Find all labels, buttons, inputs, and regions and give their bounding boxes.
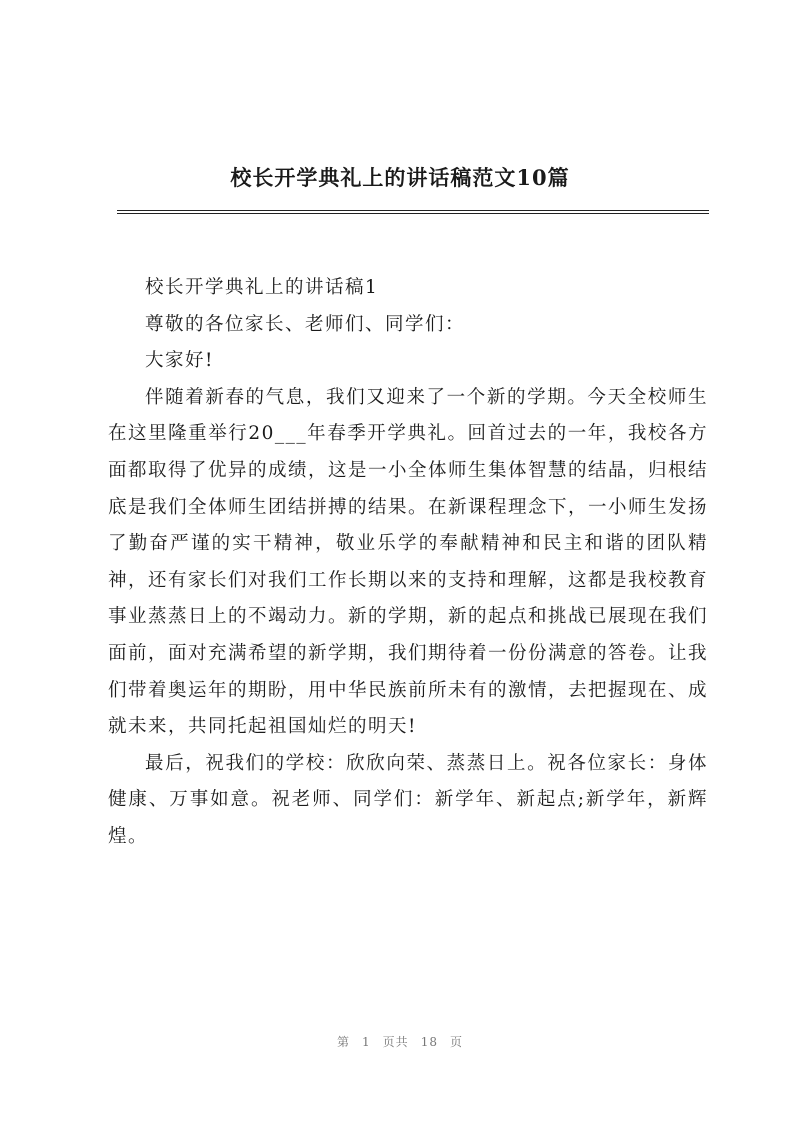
page-label-mid: 页共 (382, 1035, 409, 1049)
document-body (108, 270, 708, 856)
body-paragraph: 伴随着新春的气息，我们又迎来了一个新的学期。今天全校师生在这里隆重举行20___年春季开学典礼。回首过去的一年，我校各方面都取得了优异的成绩，这是一小全体师生集体智慧的结晶，归根结底是我们全体师生团结拼搏的结果。在新课程理念下，一小师生发扬了勤奋严谨的实干精神，敬业乐学的奉献精神和民主和谐的团队精神，还有家长们对我们工作长期以来的支持和理解，这都是我校教育事业蒸蒸日上的不竭动力。新的学期，新的起点和挑战已展现在我们面前，面对充满希望的新学期，我们期待着一份份满意的答卷。让我们带着奥运年的期盼，用中华民族前所未有的激情，去把握现在、成就未来，共同托起祖国灿烂的明天! (108, 386, 709, 738)
page-number-total: 18 (420, 1035, 438, 1049)
title-divider-thin (117, 213, 709, 214)
page-label-suffix: 页 (449, 1035, 463, 1049)
salutation: 尊敬的各位家长、老师们、同学们： (145, 313, 466, 335)
page-footer (0, 1033, 800, 1050)
page-label-prefix: 第 (337, 1035, 351, 1049)
title-divider (117, 210, 709, 211)
page-number-current: 1 (362, 1035, 371, 1049)
closing-paragraph: 最后，祝我们的学校：欣欣向荣、蒸蒸日上。祝各位家长：身体健康、万事如意。祝老师、同学们：新学年、新起点;新学年，新辉煌。 (108, 752, 708, 847)
speech-heading: 校长开学典礼上的讲话稿1 (145, 277, 379, 298)
document-title: 校长开学典礼上的讲话稿范文10篇 (230, 165, 570, 190)
greeting: 大家好! (145, 350, 214, 372)
